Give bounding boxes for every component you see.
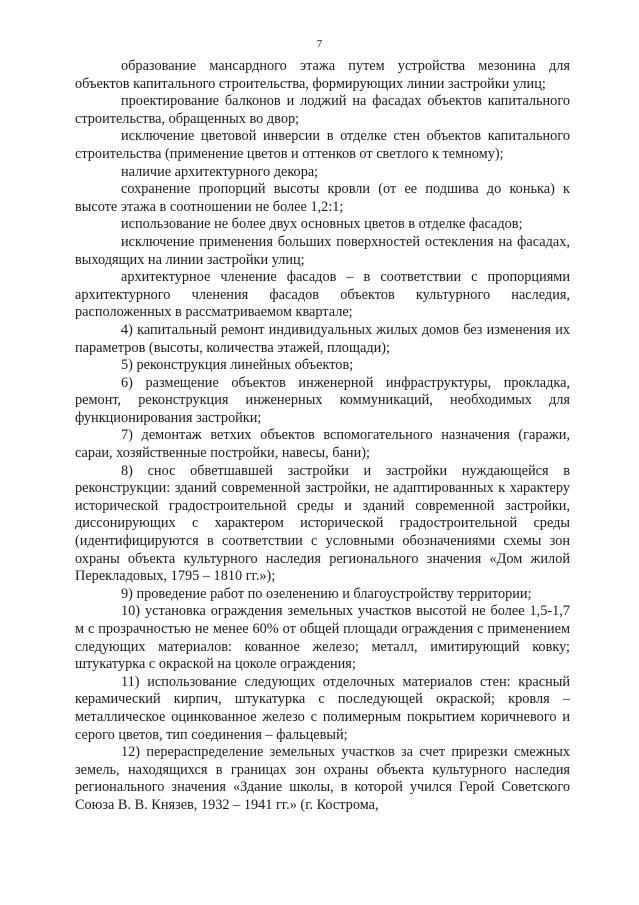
paragraph: архитектурное членение фасадов – в соответствии с пропорциями архитектурного членения фасадов объектов культурного наследия, расположенных в рассматриваемом квартале; <box>75 269 570 321</box>
paragraph: 5) реконструкция линейных объектов; <box>121 357 354 374</box>
paragraph: образование мансардного этажа путем устройства мезонина для объектов капитального строительства, формирующих линии застройки улиц; <box>75 58 570 92</box>
paragraph: наличие архитектурного декора; <box>121 163 319 180</box>
paragraph: исключение цветовой инверсии в отделке стен объектов капитального строительства (применение цветов и оттенков от светлого к темному); <box>75 128 570 162</box>
paragraph: 9) проведение работ по озеленению и благоустройству территории; <box>121 585 532 602</box>
paragraph: проектирование балконов и лоджий на фасадах объектов капитального строительства, обращенных во двор; <box>75 93 570 127</box>
paragraph: 8) снос обветшавшей застройки и застройки нуждающейся в реконструкции: зданий современной застройки, не адаптированных к характеру исторической градостроительной среды и зданий современной застройки, диссонирующих с характером исторической градостроительной среды (идентифицируются в соответствии с условными обозначениями схемы зон охраны объекта культурного наследия регионального значения «Дом жилой Перекладовых, 1795 – 1810 гг.»); <box>75 462 570 585</box>
paragraph: 10) установка ограждения земельных участков высотой не более 1,5-1,7 м с прозрачностью не менее 60% от общей площади ограждения с применением следующих материалов: кованное железо; металл, имитирующий ковку; штукатурка с окраской на цоколе ограждения; <box>75 603 570 673</box>
page-number: 7 <box>316 38 323 50</box>
paragraph: 6) размещение объектов инженерной инфраструктуры, прокладка, ремонт, реконструкция инженерных коммуникаций, необходимых для функционирования застройки; <box>75 374 570 426</box>
paragraph: 12) перераспределение земельных участков за счет прирезки смежных земель, находящихся в границах зон охраны объекта культурного наследия регионального значения «Здание школы, в которой учился Герой Советского Союза В. В. Князев, 1932 – 1941 гг.» (г. Кострома, <box>75 744 570 813</box>
paragraph: 11) использование следующих отделочных материалов стен: красный керамический кирпич, штукатурка с последующей окраской; кровля – металлическое оцинкованное железо с полимерным покрытием коричневого и серого цветов, тип соединения – фальцевый; <box>75 673 570 743</box>
paragraph: 7) демонтаж ветхих объектов вспомогательного назначения (гаражи, сараи, хозяйственные постройки, навесы, бани); <box>75 427 570 462</box>
document-body <box>75 58 570 815</box>
paragraph: 4) капитальный ремонт индивидуальных жилых домов без изменения их параметров (высоты, количества этажей, площади); <box>75 321 570 356</box>
paragraph: использование не более двух основных цветов в отделке фасадов; <box>121 216 523 233</box>
paragraph: исключение применения больших поверхностей остекления на фасадах, выходящих на линии застройки улиц; <box>75 233 570 268</box>
paragraph: сохранение пропорций высоты кровли (от ее подшива до конька) к высоте этажа в соотношении не более 1,2:1; <box>75 181 570 215</box>
